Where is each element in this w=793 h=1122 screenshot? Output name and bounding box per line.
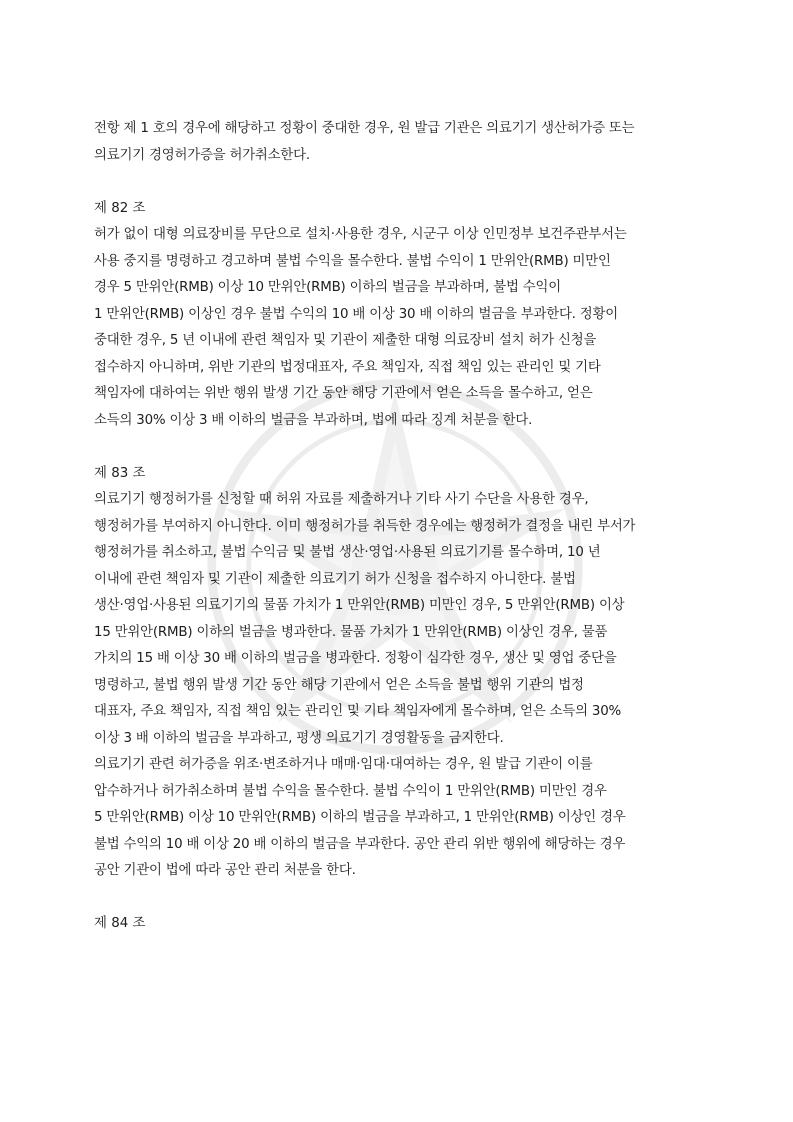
article-83 [94,461,704,885]
text-line: 가치의 15 배 이상 30 배 이하의 벌금을 병과한다. 정황이 심각한 경우, 생산 및 영업 중단을 [94,651,617,666]
text-line: 대표자, 주요 책임자, 직접 책임 있는 관리인 및 기타 책임자에게 몰수하며, 얻은 소득의 30% [94,704,622,719]
text-line: 책임자에 대하여는 위반 행위 발생 기간 동안 해당 기관에서 얻은 소득을 몰수하고, 얻은 [94,386,593,401]
text-line: 중대한 경우, 5 년 이내에 관련 책임자 및 기관이 제출한 대형 의료장비 설치 허가 신청을 [94,333,597,348]
text-line: 의료기기 행정허가를 신청할 때 허위 자료를 제출하거나 기타 사기 수단을 사용한 경우, [94,492,589,507]
article-heading: 제 83 조 [94,465,146,481]
text-line: 소득의 30% 이상 3 배 이하의 벌금을 부과하며, 법에 따라 징계 처분을 한다. [94,412,533,428]
text-line: 접수하지 아니하며, 위반 기관의 법정대표자, 주요 책임자, 직접 책임 있는 관리인 및 기타 [94,359,601,375]
article-84 [94,911,704,938]
text-line: 생산·영업·사용된 의료기기의 물품 가치가 1 만위안(RMB) 미만인 경우, 5 만위안(RMB) 이상 [94,598,625,613]
text-line: 불법 수익의 10 배 이상 20 배 이하의 벌금을 부과한다. 공안 관리 위반 행위에 해당하는 경우 [94,836,626,852]
text-line: 행정허가를 취소하고, 불법 수익금 및 불법 생산·영업·사용된 의료기기를 몰수하며, 10 년 [94,545,601,560]
text-line: 경우 5 만위안(RMB) 이상 10 만위안(RMB) 이하의 벌금을 부과하며, 불법 수익이 [94,280,561,295]
text-line: 이내에 관련 책임자 및 기관이 제출한 의료기기 허가 신청을 접수하지 아니한다. 불법 [94,571,576,587]
text-line: 사용 중지를 명령하고 경고하며 불법 수익을 몰수한다. 불법 수익이 1 만위안(RMB) 미만인 [94,253,611,269]
text-line: 행정허가를 부여하지 아니한다. 이미 행정허가를 취득한 경우에는 행정허가 결정을 내린 부서가 [94,518,636,534]
text-line: 공안 기관이 법에 따라 공안 관리 처분을 한다. [94,863,356,878]
article-82 [94,196,704,435]
text-line: 의료기기 경영허가증을 허가취소한다. [94,147,310,163]
text-line: 1 만위안(RMB) 이상인 경우 불법 수익의 10 배 이상 30 배 이하의 벌금을 부과한다. 정황이 [94,306,618,322]
text-line: 압수하거나 허가취소하며 불법 수익을 몰수한다. 불법 수익이 1 만위안(RMB) 미만인 경우 [94,783,607,799]
article-heading: 제 82 조 [94,200,146,216]
text-line: 명령하고, 불법 행위 발생 기간 동안 해당 기관에서 얻은 소득을 불법 행위 기관의 법정 [94,677,584,693]
text-line: 5 만위안(RMB) 이상 10 만위안(RMB) 이하의 벌금을 부과하고, 1 만위안(RMB) 이상인 경우 [94,810,626,825]
text-line: 이상 3 배 이하의 벌금을 부과하고, 평생 의료기기 경영활동을 금지한다. [94,730,504,746]
text-line: 의료기기 관련 허가증을 위조·변조하거나 매매·임대·대여하는 경우, 원 발급 기관이 이를 [94,757,593,772]
text-line: 15 만위안(RMB) 이하의 벌금을 병과한다. 물품 가치가 1 만위안(RMB) 이상인 경우, 물품 [94,624,608,640]
article-heading: 제 84 조 [94,916,146,931]
intro-paragraph [94,116,704,169]
text-line: 전항 제 1 호의 경우에 해당하고 정황이 중대한 경우, 원 발급 기관은 의료기기 생산허가증 또는 [94,121,635,136]
document-body [94,116,704,938]
text-line: 허가 없이 대형 의료장비를 무단으로 설치·사용한 경우, 시군구 이상 인민정부 보건주관부서는 [94,227,627,242]
